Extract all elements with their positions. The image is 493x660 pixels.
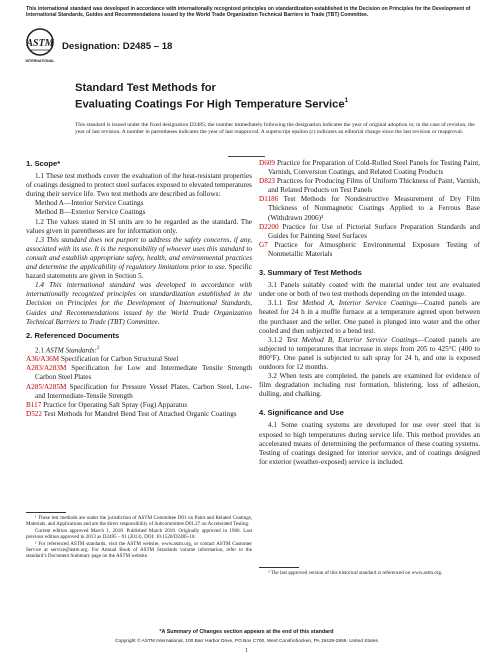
reference-link[interactable]: D609 bbox=[259, 159, 275, 167]
reference-link[interactable]: D2200 bbox=[259, 222, 279, 231]
footnote-1: ¹ These test methods are under the jurisdiction of ASTM Committee D01 on Paint and Related Coatings, Materials, and Applications and are the direct responsibility of Subcommittee D01.27 on Accelerated Testing. bbox=[26, 515, 252, 528]
reference-link[interactable]: D1186 bbox=[259, 195, 279, 204]
logo-text: INTERNATIONAL bbox=[25, 59, 55, 63]
reference-item: D823 Practices for Producing Films of Uniform Thickness of Paint, Varnish, and Related Products on Test Panels bbox=[259, 177, 480, 195]
reference-link[interactable]: A285/A285M bbox=[26, 382, 67, 391]
paragraph-4-1: 4.1 Some coating systems are developed for use over steel that is exposed to high temperatures during service life. This method provides an accelerated means of determining the performance of these coating systems. Testing of coatings designed for interior service, and of coatings designed for exterior (weather-exposed) service is included. bbox=[259, 421, 480, 466]
reference-link[interactable]: A36/A36M bbox=[26, 355, 60, 364]
footnote-1-edition: Current edition approved March 1, 2018. Published March 2018. Originally approved in 1966. Last previous edition approved in 2013 as D2485 – 91 (2013). DOI: 10.1520/D2485-18. bbox=[26, 527, 252, 541]
reference-link[interactable]: G7 bbox=[259, 240, 268, 249]
section-heading-summary: 3. Summary of Test Methods bbox=[259, 268, 362, 278]
reference-item: D2200 Practice for Use of Pictorial Surface Preparation Standards and Guides for Painting Steel Surfaces bbox=[259, 222, 480, 240]
reference-item: D609 Practice for Preparation of Cold-Rolled Steel Panels for Testing Paint, Varnish, Conversion Coatings, and Related Coating Products bbox=[259, 159, 480, 177]
reference-link[interactable]: D522 bbox=[26, 409, 42, 418]
page-number: 1 bbox=[245, 648, 248, 654]
standard-note: This standard is issued under the fixed designation D2485; the number immediately following the designation indicates the year of original adoption or, in the case of revision, the year of last revision. A number in parentheses indicates the year of last reapproval. A superscript epsilon (ε) indicates an editorial change since the last revision or reapproval. bbox=[75, 122, 475, 136]
footnote-2: ² For referenced ASTM standards, visit the ASTM website, www.astm.org, or contact ASTM Customer Service at service@astm.org. For Annual Book of ASTM Standards volume information, refer to the standard’s Document Summary page on the ASTM website. bbox=[26, 540, 252, 560]
reference-item: D1186 Test Methods for Nondestructive Measurement of Dry Film Thickness of Nonmagnetic Coatings Applied to a Ferrous Base (Withdrawn 2006)³ bbox=[259, 195, 480, 222]
divider bbox=[228, 156, 265, 157]
reference-link[interactable]: A283/A283M bbox=[26, 364, 67, 373]
paragraph-1-2: 1.2 The values stated in SI units are to be regarded as the standard. The values given in parentheses are for information only. bbox=[26, 217, 252, 235]
reference-link[interactable]: B117 bbox=[26, 400, 42, 409]
section-heading-scope: 1. Scope* bbox=[26, 159, 61, 168]
right-column bbox=[259, 159, 480, 467]
section-heading-referenced-documents: 2. Referenced Documents bbox=[26, 330, 120, 340]
footnote-3: ³ The last approved version of this historical standard is referenced on www.astm.org. bbox=[268, 570, 443, 576]
paragraph-3-1-2: 3.1.2 Test Method B, Exterior Service Coatings—Coated panels are subjected to temperatures that increase in steps from 205 to 425°C (400 to 800°F). One panel is subjected to salt spray for 24 h, and one is exposed outdoors for 12 months. bbox=[259, 335, 481, 371]
footnotes-right bbox=[259, 570, 480, 576]
reference-item: D522 Test Methods for Mandrel Bend Test of Attached Organic Coatings bbox=[26, 409, 237, 418]
paragraph-3-1-1: 3.1.1 Test Method A, Interior Service Coatings—Coated panels are heated for 24 h in a muffle furnace at a temperature agreed upon between the purchaser and the seller. One panel is plunged into water and the other cooled and then subjected to a bend test. bbox=[259, 299, 480, 335]
reference-item: G7 Practice for Atmospheric Environmental Exposure Testing of Nonmetallic Materials bbox=[259, 240, 480, 258]
reference-item: B117 Practice for Operating Salt Spray (Fog) Apparatus bbox=[26, 400, 188, 409]
footnote-rule bbox=[259, 567, 299, 568]
reference-item: A285/A285M Specification for Pressure Vessel Plates, Carbon Steel, Low- and Intermediate-Tensile Strength bbox=[26, 382, 252, 400]
paragraph-1-3: 1.3 This standard does not purport to address the safety concerns, if any, associated with its use. It is the responsibility of whoever uses this standard to consult and establish appropriate safety, health, and environmental practices and determine the applicability of regulatory limitations prior to use. Specific hazard statements are given in Section 5. bbox=[26, 235, 252, 281]
svg-text:ASTM: ASTM bbox=[26, 38, 54, 49]
footnotes-left bbox=[26, 515, 252, 560]
footnote-rule bbox=[26, 512, 66, 513]
document-title bbox=[75, 82, 348, 112]
summary-of-changes-note: *A Summary of Changes section appears at the end of this standard bbox=[159, 629, 334, 635]
paragraph-1-1: 1.1 These test methods cover the evaluation of the heat-resistant properties of coatings designed to protect steel surfaces exposed to elevated temperatures during their service life. Two test methods are described as follows: bbox=[26, 172, 252, 199]
section-heading-significance: 4. Significance and Use bbox=[259, 408, 344, 418]
designation: Designation: D2485 – 18 bbox=[62, 41, 173, 52]
reference-link[interactable]: D823 bbox=[259, 177, 275, 186]
reference-list-right bbox=[259, 159, 480, 259]
method-b: Method B—Exterior Service Coatings bbox=[35, 208, 146, 217]
left-column bbox=[26, 159, 252, 419]
method-a: Method A—Interior Service Coatings bbox=[35, 199, 144, 208]
reference-item: A36/A36M Specification for Carbon Structural Steel bbox=[26, 355, 179, 364]
reference-item: A283/A283M Specification for Low and Intermediate Tensile Strength Carbon Steel Plates bbox=[26, 364, 252, 382]
copyright: Copyright © ASTM International, 100 Barr Harbor Drive, PO Box C700, West Conshohocken, PA 19428-2959. United States bbox=[115, 639, 378, 644]
paragraph-3-1: 3.1 Panels suitably coated with the material under test are evaluated under one or both of two test methods depending on the intended usage. bbox=[259, 281, 480, 299]
reference-list-left bbox=[26, 355, 252, 419]
paragraph-3-2: 3.2 When tests are completed, the panels are examined for evidence of film degradation including rust formation, blistering, loss of adhesion, dulling, and chalking. bbox=[259, 372, 480, 399]
paragraph-2-1: 2.1 ASTM Standards:$^2$ bbox=[35, 345, 100, 355]
title-line-1: Standard Test Methods for bbox=[75, 82, 216, 94]
paragraph-1-4: 1.4 This international standard was developed in accordance with internationally recognized principles on standardization established in the Decision on Principles for the Development of International Standards, Guides and Recommendations issued by the World Trade Organization Technical Barriers to Trade (TBT) Committee. bbox=[26, 281, 252, 326]
title-line-2: Evaluating Coatings For High Temperature Service$^1$ bbox=[75, 97, 349, 111]
astm-logo-icon bbox=[25, 27, 55, 65]
header-notice: This international standard was developed in accordance with internationally recognized principles on standardization established in the Decision on Principles for the Development of International Standards, Guides and Recommendations issued by the World Trade Organization Technical Barriers to Trade (TBT) Committee. bbox=[26, 6, 471, 19]
